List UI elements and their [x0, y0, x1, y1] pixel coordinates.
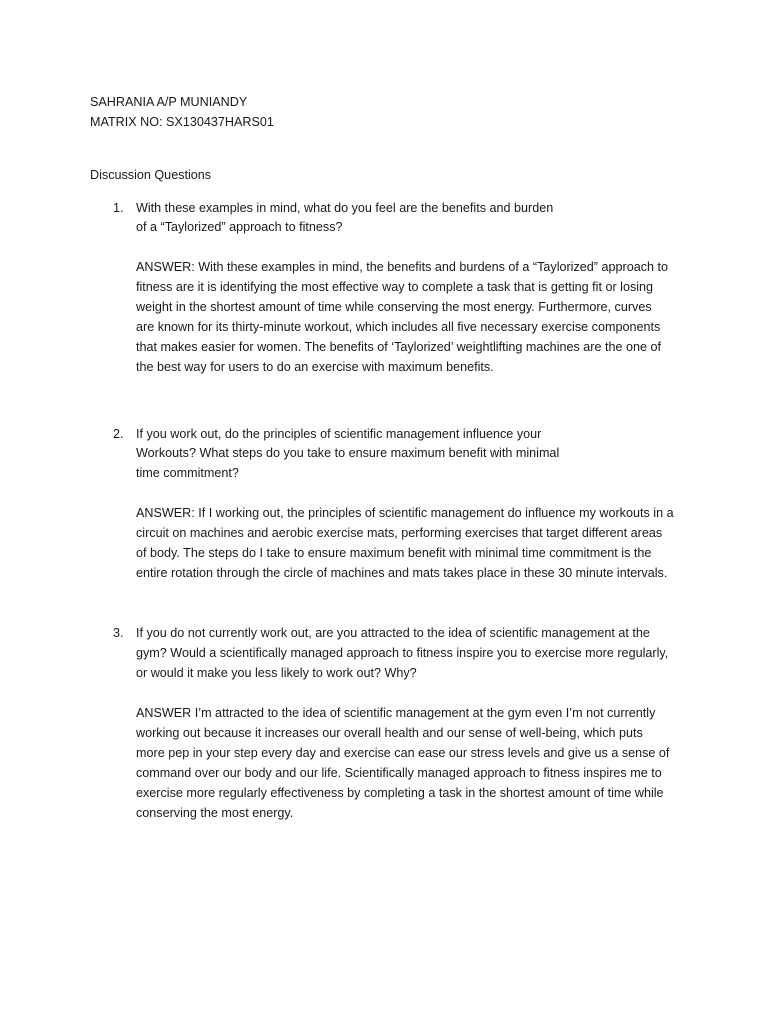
question-line: If you do not currently work out, are you attracted to the idea of scientific management at the [136, 626, 650, 640]
answer-line: the best way for users to do an exercise with maximum benefits. [136, 360, 494, 374]
answer-line: conserving the most energy. [136, 806, 294, 820]
question-number: 2. [113, 427, 124, 441]
question-line: gym? Would a scientifically managed approach to fitness inspire you to exercise more regularly, [136, 646, 669, 660]
question-line: time commitment? [136, 466, 239, 480]
answer-line: that makes easier for women. The benefits of ‘Taylorized’ weightlifting machines are the one of [136, 340, 662, 354]
answer-line: circuit on machines and aerobic exercise mats, performing exercises that target different areas [136, 526, 663, 540]
question-number: 1. [113, 201, 124, 215]
question-line: If you work out, do the principles of scientific management influence your [136, 427, 542, 441]
answer-line: more pep in your step every day and exercise can ease our stress levels and give us a sense of [136, 746, 670, 760]
answer-line: ANSWER I’m attracted to the idea of scientific management at the gym even I’m not currently [136, 706, 656, 720]
question-line: or would it make you less likely to work out? Why? [136, 666, 417, 680]
question-line: of a “Taylorized” approach to fitness? [136, 220, 343, 234]
section-title: Discussion Questions [90, 168, 212, 182]
answer-line: weight in the shortest amount of time while conserving the most energy. Furthermore, curves [136, 300, 652, 314]
answer-line: fitness are it is identifying the most effective way to complete a task that is getting fit or losing [136, 280, 654, 294]
answer-line: ANSWER: If I working out, the principles of scientific management do influence my workouts in a [136, 506, 674, 520]
answer-line: are known for its thirty-minute workout, which includes all five necessary exercise components [136, 320, 661, 334]
answer-line: entire rotation through the circle of machines and mats takes place in these 30 minute intervals. [136, 566, 668, 580]
answer-line: command over our body and our life. Scientifically managed approach to fitness inspires me to [136, 766, 662, 780]
answer-line: of body. The steps do I take to ensure maximum benefit with minimal time commitment is the [136, 546, 652, 560]
answer-line: working out because it increases our overall health and our sense of well-being, which puts [136, 726, 643, 740]
answer-line: ANSWER: With these examples in mind, the benefits and burdens of a “Taylorized” approach to [136, 260, 668, 274]
matrix-number: MATRIX NO: SX130437HARS01 [90, 115, 274, 129]
question-number: 3. [113, 626, 124, 640]
question-line: With these examples in mind, what do you feel are the benefits and burden [136, 201, 554, 215]
question-line: Workouts? What steps do you take to ensure maximum benefit with minimal [136, 446, 560, 460]
student-name: SAHRANIA A/P MUNIANDY [90, 95, 248, 109]
answer-line: exercise more regularly effectiveness by completing a task in the shortest amount of time while [136, 786, 664, 800]
